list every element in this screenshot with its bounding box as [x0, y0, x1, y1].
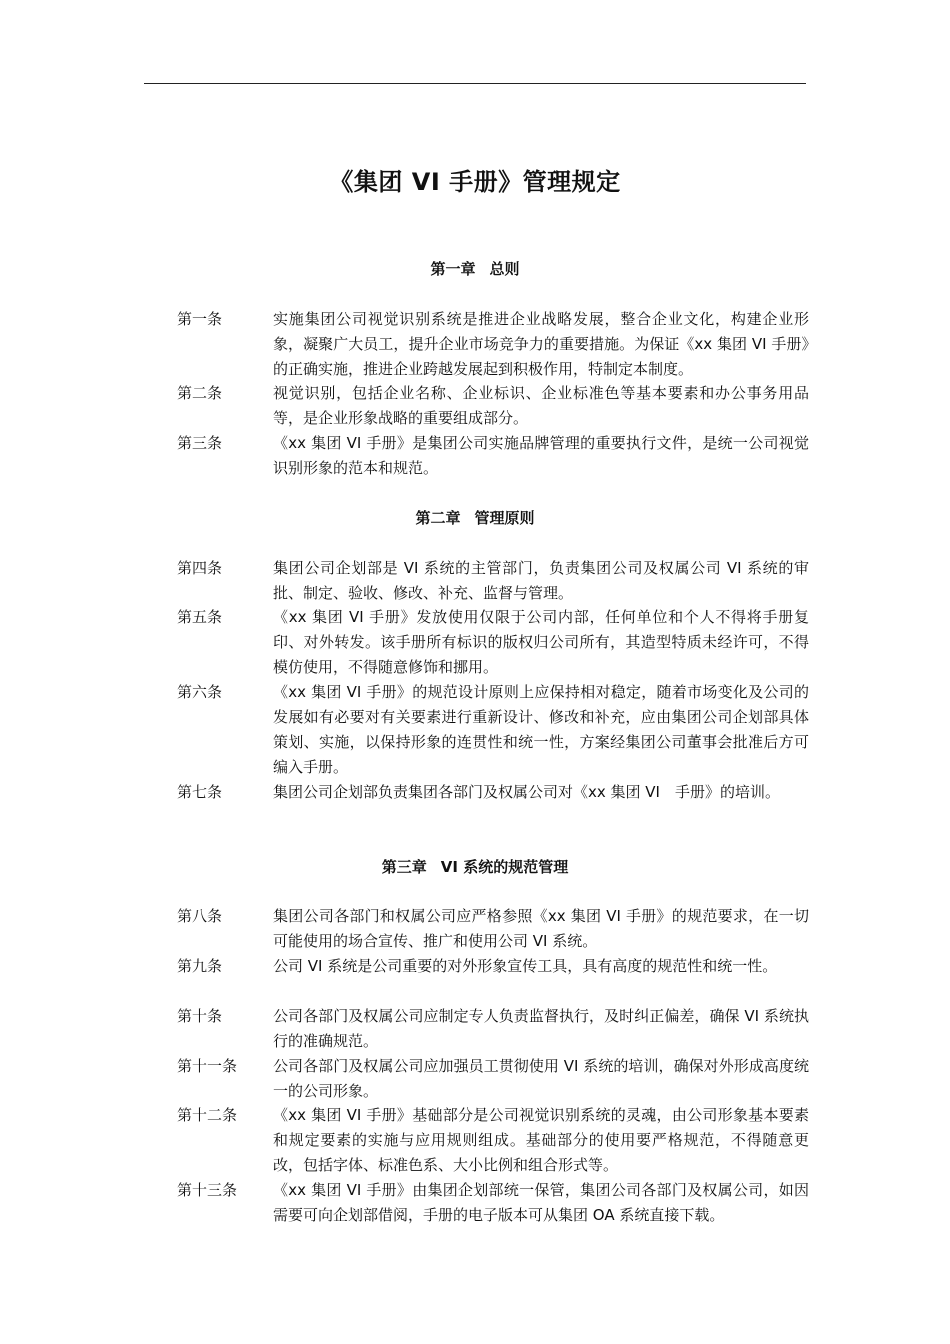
article-number: 第三条 [177, 434, 223, 452]
chapter-heading-2 [0, 506, 950, 530]
article-number: 第十三条 [177, 1181, 238, 1199]
article-8 [177, 904, 817, 954]
article-10 [177, 1004, 817, 1054]
article-3 [177, 431, 817, 481]
article-text: 实施集团公司视觉识别系统是推进企业战略发展，整合企业文化，构建企业形象，凝聚广大员工，提升企业市场竞争力的重要措施。为保证《xx 集团 VI 手册》的正确实施，推进企业跨越发展起到积极作用，特制定本制度。 [273, 310, 809, 378]
chapter-name: VI 系统的规范管理 [440, 858, 569, 876]
article-text: 公司各部门及权属公司应加强员工贯彻使用 VI 系统的培训，确保对外形成高度统一的公司形象。 [273, 1057, 809, 1100]
article-number: 第十一条 [177, 1057, 238, 1075]
article-2 [177, 381, 817, 431]
article-9 [177, 954, 817, 979]
article-text: 集团公司企划部负责集团各部门及权属公司对《xx 集团 VI 手册》的培训。 [273, 783, 780, 801]
chapter-name: 总则 [489, 260, 520, 278]
article-text: 《xx 集团 VI 手册》发放使用仅限于公司内部，任何单位和个人不得将手册复印、对外转发。该手册所有标识的版权归公司所有，其造型特质未经许可，不得模仿使用，不得随意修饰和挪用。 [273, 608, 809, 676]
article-text: 《xx 集团 VI 手册》基础部分是公司视觉识别系统的灵魂，由公司形象基本要素和规定要素的实施与应用规则组成。基础部分的使用要严格规范，不得随意更改，包括字体、标准色系、大小比例和组合形式等。 [273, 1106, 809, 1174]
chapter-number: 第三章 [381, 858, 427, 876]
chapter-heading-3 [0, 855, 950, 879]
article-number: 第二条 [177, 384, 223, 402]
article-12 [177, 1103, 817, 1178]
article-number: 第七条 [177, 783, 223, 801]
article-text: 视觉识别，包括企业名称、企业标识、企业标准色等基本要素和办公事务用品等，是企业形象战略的重要组成部分。 [273, 384, 809, 427]
chapter-number: 第一章 [430, 260, 476, 278]
article-1 [177, 307, 817, 382]
header-rule [144, 83, 806, 84]
article-text: 《xx 集团 VI 手册》由集团企划部统一保管，集团公司各部门及权属公司，如因需要可向企划部借阅，手册的电子版本可从集团 OA 系统直接下载。 [273, 1181, 809, 1224]
article-number: 第六条 [177, 683, 223, 701]
article-13 [177, 1178, 817, 1228]
document-title: 《集团 VI 手册》管理规定 [329, 168, 621, 196]
chapter-name: 管理原则 [474, 509, 535, 527]
article-text: 集团公司各部门和权属公司应严格参照《xx 集团 VI 手册》的规范要求，在一切可能使用的场合宣传、推广和使用公司 VI 系统。 [273, 907, 809, 950]
chapter-heading-1 [0, 257, 950, 281]
article-text: 公司各部门及权属公司应制定专人负责监督执行，及时纠正偏差，确保 VI 系统执行的准确规范。 [273, 1007, 809, 1050]
article-text: 《xx 集团 VI 手册》是集团公司实施品牌管理的重要执行文件，是统一公司视觉识别形象的范本和规范。 [273, 434, 809, 477]
article-number: 第九条 [177, 957, 223, 975]
chapter-number: 第二章 [415, 509, 461, 527]
article-7 [177, 780, 817, 805]
article-number: 第五条 [177, 608, 223, 626]
article-number: 第十条 [177, 1007, 223, 1025]
article-11 [177, 1054, 817, 1104]
article-text: 集团公司企划部是 VI 系统的主管部门，负责集团公司及权属公司 VI 系统的审批、制定、验收、修改、补充、监督与管理。 [273, 559, 809, 602]
article-5 [177, 605, 817, 680]
article-4 [177, 556, 817, 606]
article-6 [177, 680, 817, 780]
article-text: 公司 VI 系统是公司重要的对外形象宣传工具，具有高度的规范性和统一性。 [273, 957, 778, 975]
article-number: 第十二条 [177, 1106, 238, 1124]
article-number: 第一条 [177, 310, 223, 328]
article-number: 第四条 [177, 559, 223, 577]
article-number: 第八条 [177, 907, 223, 925]
article-text: 《xx 集团 VI 手册》的规范设计原则上应保持相对稳定，随着市场变化及公司的发展如有必要对有关要素进行重新设计、修改和补充，应由集团公司企划部具体策划、实施，以保持形象的连贯性和统一性，方案经集团公司董事会批准后方可编入手册。 [273, 683, 809, 776]
